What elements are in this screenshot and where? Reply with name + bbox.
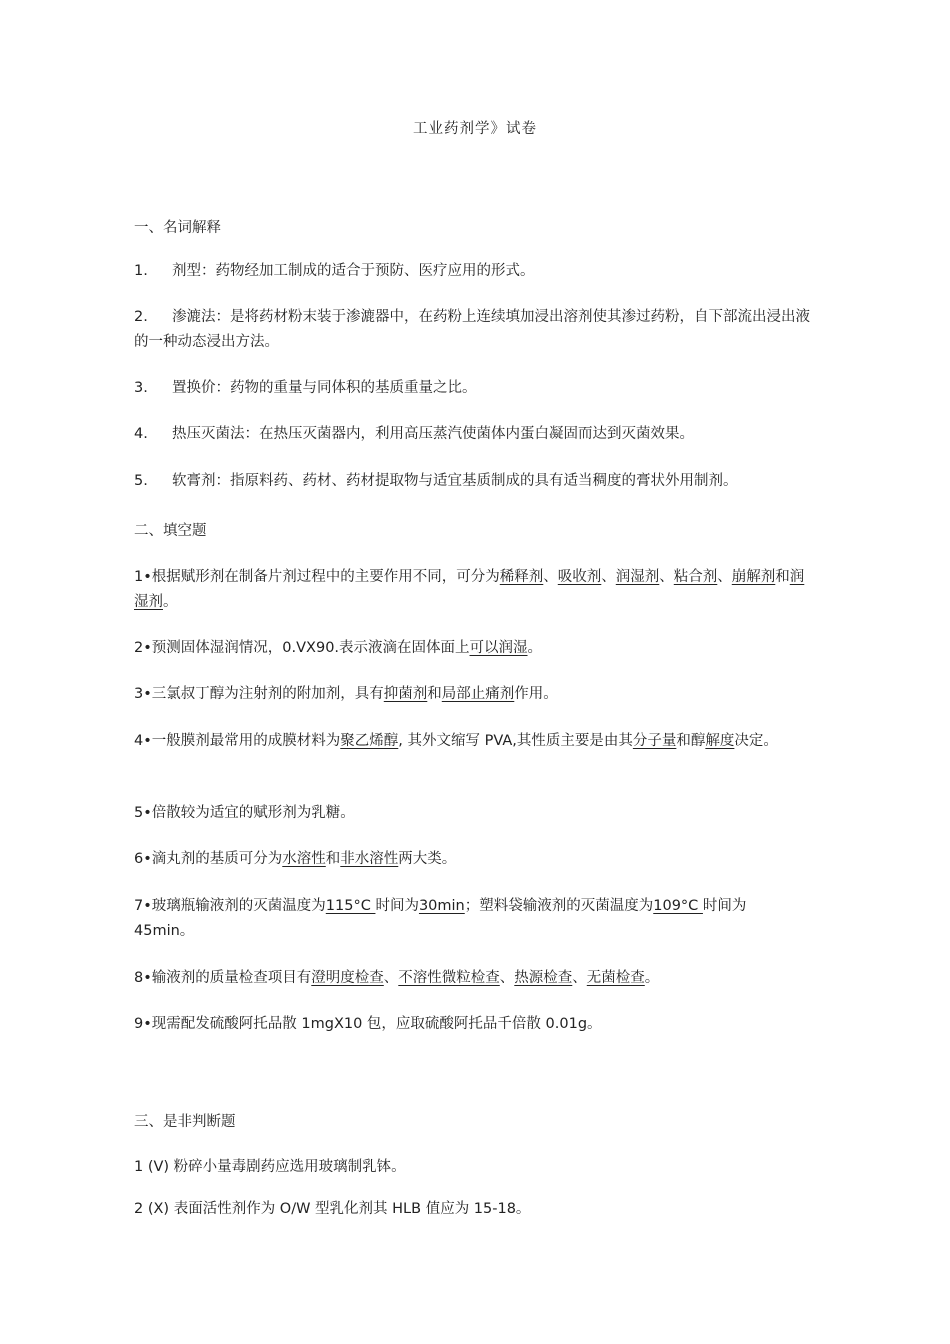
question-text: 和醇 xyxy=(676,733,706,749)
answer-blank: 稀释剂 xyxy=(499,569,544,585)
question-text: 时间为 xyxy=(375,898,419,914)
section-heading-definitions: 一、名词解释 xyxy=(134,220,221,236)
definition-item xyxy=(134,259,810,284)
document-title: 工业药剂学》试卷 xyxy=(413,121,537,137)
item-number: 4. xyxy=(134,426,148,442)
definition-item xyxy=(134,422,810,447)
question-text: 、 xyxy=(543,569,558,585)
answer-blank: 分子量 xyxy=(632,733,677,749)
question-text: 、 xyxy=(383,970,399,986)
fill-in-question xyxy=(134,636,810,661)
fill-in-question xyxy=(134,894,810,944)
answer-blank: 无菌检查 xyxy=(586,970,645,986)
answer-blank: 润湿剂 xyxy=(615,569,660,585)
answer-blank: 解度 xyxy=(705,733,735,749)
answer-blank: 115°C xyxy=(325,898,376,914)
question-text: 4•一般膜剂最常用的成膜材料为 xyxy=(134,733,341,749)
fill-in-question xyxy=(134,682,810,707)
true-false-item: 2 (X) 表面活性剂作为 O/W 型乳化剂其 HLB 值应为 15-18。 xyxy=(134,1201,531,1217)
fill-in-question xyxy=(134,565,810,615)
item-text: 热压灭菌法：在热压灭菌器内，利用高压蒸汽使菌体内蛋白凝固而达到灭菌效果。 xyxy=(172,426,694,442)
answer-blank: 润湿剂 xyxy=(134,569,805,610)
answer-blank: 可以润湿 xyxy=(469,640,528,656)
question-text: 、 xyxy=(499,970,515,986)
definition-item xyxy=(134,376,810,401)
answer-blank: 局部止痛剂 xyxy=(441,686,515,702)
fill-in-question xyxy=(134,847,810,872)
question-text: 。 xyxy=(527,640,543,656)
answer-blank: 粘合剂 xyxy=(673,569,718,585)
question-text: 8•输液剂的质量检查项目有 xyxy=(134,970,312,986)
question-text: 时间为 45min。 xyxy=(134,898,747,939)
fill-in-question xyxy=(134,801,810,826)
question-text: 。 xyxy=(644,970,660,986)
answer-blank: 109°C xyxy=(653,898,703,914)
question-text: 、 xyxy=(601,569,616,585)
item-text: 剂型：药物经加工制成的适合于预防、医疗应用的形式。 xyxy=(172,263,535,279)
question-text: 作用。 xyxy=(514,686,558,702)
question-text: 3•三氯叔丁醇为注射剂的附加剂，具有 xyxy=(134,686,384,702)
answer-blank: 澄明度检查 xyxy=(311,970,384,986)
question-text: 两大类。 xyxy=(398,851,457,867)
question-text: 。 xyxy=(163,594,178,610)
question-text: 、 xyxy=(717,569,732,585)
question-text: 、 xyxy=(659,569,674,585)
answer-blank: 聚乙烯醇 xyxy=(340,733,399,749)
question-text: 2•预测固体湿润情况，0.VX90.表示液滴在固体面上 xyxy=(134,640,470,656)
section-heading-true-false: 三、是非判断题 xyxy=(134,1114,236,1130)
question-text: 和 xyxy=(427,686,442,702)
question-text: 决定。 xyxy=(734,733,778,749)
answer-blank: 热源检查 xyxy=(514,970,573,986)
item-number: 5. xyxy=(134,473,148,489)
answer-blank: 水溶性 xyxy=(282,851,326,867)
item-text: 软膏剂：指原料药、药材、药材提取物与适宜基质制成的具有适当稠度的膏状外用制剂。 xyxy=(172,473,738,489)
answer-blank: 不溶性微粒检查 xyxy=(398,970,500,986)
definition-item xyxy=(134,305,810,355)
item-number: 1. xyxy=(134,263,148,279)
item-text: 渗漉法：是将药材粉末装于渗漉器中，在药粉上连续填加浸出溶剂使其渗过药粉，自下部流出浸出液的一种动态浸出方法。 xyxy=(134,309,810,350)
question-text: 和 xyxy=(775,569,790,585)
question-text: , 其外文缩写 PVA,其性质主要是由其 xyxy=(398,733,633,749)
question-text: 7•玻璃瓶输液剂的灭菌温度为 xyxy=(134,898,326,914)
definition-item xyxy=(134,469,810,494)
answer-blank: 崩解剂 xyxy=(731,569,776,585)
item-number: 3. xyxy=(134,380,148,396)
question-text: 1•根据赋形剂在制备片剂过程中的主要作用不同，可分为 xyxy=(134,569,500,585)
item-number: 2. xyxy=(134,309,148,325)
fill-in-question xyxy=(134,966,810,991)
question-text: 6•滴丸剂的基质可分为 xyxy=(134,851,283,867)
answer-blank: 30min xyxy=(418,898,465,914)
answer-blank: 抑菌剂 xyxy=(383,686,428,702)
fill-in-question xyxy=(134,729,810,754)
true-false-item: 1 (V) 粉碎小量毒剧药应选用玻璃制乳钵。 xyxy=(134,1159,406,1175)
question-text: 5•倍散较为适宜的赋形剂为乳糖。 xyxy=(134,805,355,821)
item-text: 置换价：药物的重量与同体积的基质重量之比。 xyxy=(172,380,477,396)
question-text: ；塑料袋输液剂的灭菌温度为 xyxy=(464,898,654,914)
question-text: 9•现需配发硫酸阿托品散 1mgX10 包，应取硫酸阿托品千倍散 0.01g。 xyxy=(134,1016,602,1032)
question-text: 和 xyxy=(325,851,341,867)
fill-in-question xyxy=(134,1012,810,1037)
answer-blank: 非水溶性 xyxy=(340,851,399,867)
question-text: 、 xyxy=(572,970,587,986)
section-heading-fill-in: 二、填空题 xyxy=(134,523,207,539)
answer-blank: 吸收剂 xyxy=(557,569,602,585)
